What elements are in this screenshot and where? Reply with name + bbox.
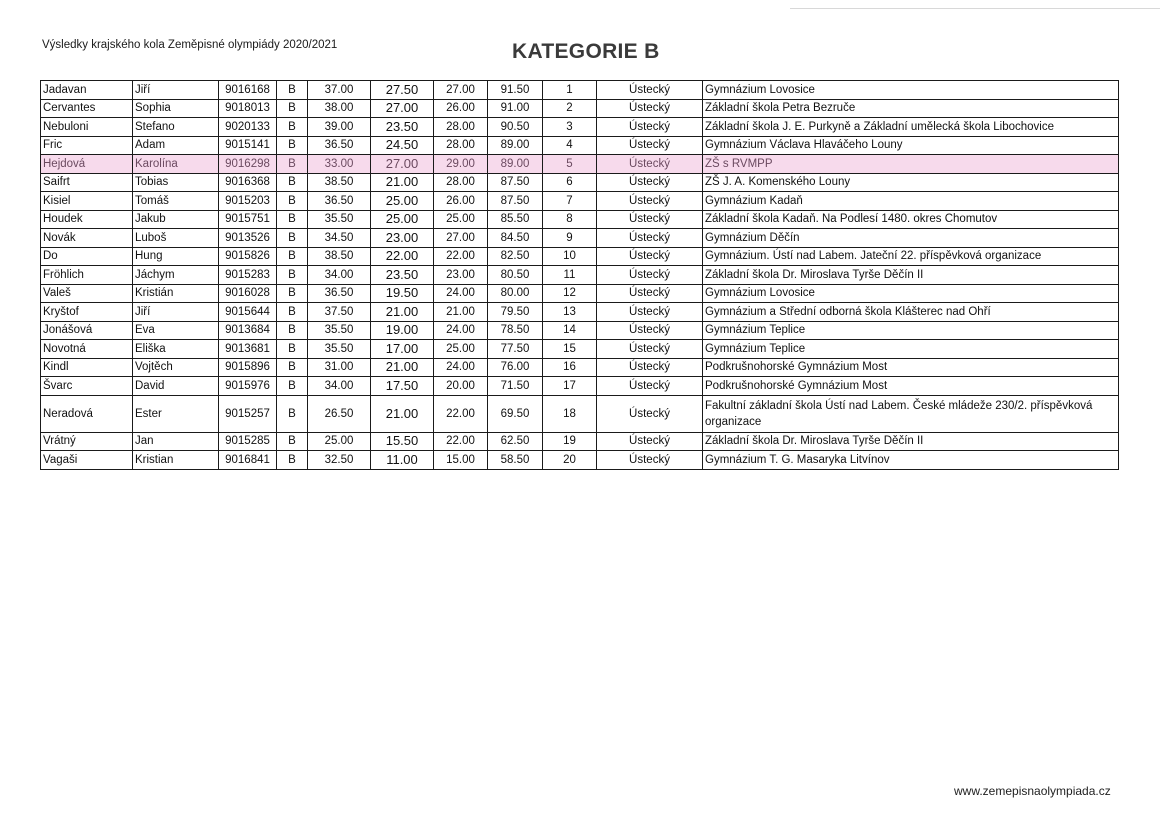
cell-score-3: 22.00 [434, 247, 488, 266]
cell-category: B [277, 266, 308, 285]
cell-first-name: Ester [133, 395, 219, 432]
cell-first-name: Vojtěch [133, 358, 219, 377]
cell-surname: Švarc [41, 377, 133, 396]
cell-region: Ústecký [597, 99, 703, 118]
table-row [41, 284, 1119, 303]
cell-surname: Fric [41, 136, 133, 155]
cell-category: B [277, 451, 308, 470]
cell-category: B [277, 284, 308, 303]
cell-rank: 8 [543, 210, 597, 229]
cell-score-3: 28.00 [434, 173, 488, 192]
cell-rank: 12 [543, 284, 597, 303]
cell-surname: Nebuloni [41, 118, 133, 137]
table-row [41, 118, 1119, 137]
cell-category: B [277, 247, 308, 266]
cell-first-name: Sophia [133, 99, 219, 118]
cell-score-2: 21.00 [371, 395, 434, 432]
cell-first-name: Kristian [133, 451, 219, 470]
cell-rank: 18 [543, 395, 597, 432]
results-table [40, 80, 1119, 470]
cell-school: Gymnázium Lovosice [703, 81, 1119, 100]
cell-total: 62.50 [488, 432, 543, 451]
cell-region: Ústecký [597, 377, 703, 396]
cell-student-id: 9016298 [219, 155, 277, 174]
cell-score-1: 36.50 [308, 136, 371, 155]
table-row [41, 377, 1119, 396]
cell-total: 90.50 [488, 118, 543, 137]
cell-student-id: 9013681 [219, 340, 277, 359]
cell-surname: Kisiel [41, 192, 133, 211]
cell-school: Gymnázium T. G. Masaryka Litvínov [703, 451, 1119, 470]
cell-rank: 2 [543, 99, 597, 118]
cell-surname: Novotná [41, 340, 133, 359]
cell-score-2: 17.00 [371, 340, 434, 359]
cell-category: B [277, 321, 308, 340]
cell-rank: 13 [543, 303, 597, 322]
cell-rank: 19 [543, 432, 597, 451]
cell-category: B [277, 155, 308, 174]
cell-first-name: David [133, 377, 219, 396]
cell-total: 84.50 [488, 229, 543, 248]
cell-student-id: 9016841 [219, 451, 277, 470]
cell-score-3: 24.00 [434, 321, 488, 340]
cell-score-1: 25.00 [308, 432, 371, 451]
table-row [41, 395, 1119, 432]
cell-score-2: 21.00 [371, 173, 434, 192]
cell-score-3: 29.00 [434, 155, 488, 174]
cell-score-2: 27.00 [371, 155, 434, 174]
cell-surname: Jonášová [41, 321, 133, 340]
cell-school: Základní škola Dr. Miroslava Tyrše Děčín II [703, 266, 1119, 285]
cell-school: Gymnázium. Ústí nad Labem. Jateční 22. příspěvková organizace [703, 247, 1119, 266]
cell-total: 76.00 [488, 358, 543, 377]
cell-rank: 10 [543, 247, 597, 266]
cell-score-3: 24.00 [434, 284, 488, 303]
cell-student-id: 9015285 [219, 432, 277, 451]
cell-surname: Houdek [41, 210, 133, 229]
cell-category: B [277, 395, 308, 432]
cell-region: Ústecký [597, 266, 703, 285]
cell-region: Ústecký [597, 432, 703, 451]
table-row [41, 451, 1119, 470]
cell-region: Ústecký [597, 118, 703, 137]
table-row [41, 303, 1119, 322]
category-heading: KATEGORIE B [512, 40, 660, 63]
cell-score-1: 36.50 [308, 192, 371, 211]
cell-first-name: Eliška [133, 340, 219, 359]
cell-category: B [277, 118, 308, 137]
cell-total: 89.00 [488, 155, 543, 174]
cell-score-3: 20.00 [434, 377, 488, 396]
cell-score-1: 26.50 [308, 395, 371, 432]
cell-region: Ústecký [597, 247, 703, 266]
cell-school: Gymnázium Teplice [703, 340, 1119, 359]
cell-score-2: 21.00 [371, 303, 434, 322]
table-row [41, 155, 1119, 174]
cell-category: B [277, 192, 308, 211]
cell-student-id: 9020133 [219, 118, 277, 137]
cell-total: 91.00 [488, 99, 543, 118]
table-row [41, 321, 1119, 340]
cell-score-3: 25.00 [434, 210, 488, 229]
cell-school: Základní škola Dr. Miroslava Tyrše Děčín II [703, 432, 1119, 451]
table-row [41, 266, 1119, 285]
cell-score-1: 38.50 [308, 247, 371, 266]
cell-score-1: 39.00 [308, 118, 371, 137]
cell-surname: Vrátný [41, 432, 133, 451]
table-row [41, 229, 1119, 248]
cell-surname: Vagaši [41, 451, 133, 470]
table-row [41, 192, 1119, 211]
cell-rank: 11 [543, 266, 597, 285]
cell-student-id: 9018013 [219, 99, 277, 118]
cell-score-2: 15.50 [371, 432, 434, 451]
cell-total: 79.50 [488, 303, 543, 322]
cell-score-3: 22.00 [434, 395, 488, 432]
cell-rank: 15 [543, 340, 597, 359]
cell-score-2: 25.00 [371, 192, 434, 211]
cell-category: B [277, 229, 308, 248]
table-row [41, 136, 1119, 155]
table-row [41, 210, 1119, 229]
cell-rank: 4 [543, 136, 597, 155]
cell-category: B [277, 173, 308, 192]
cell-region: Ústecký [597, 340, 703, 359]
cell-surname: Kryštof [41, 303, 133, 322]
cell-total: 87.50 [488, 173, 543, 192]
cell-student-id: 9016168 [219, 81, 277, 100]
cell-score-2: 22.00 [371, 247, 434, 266]
cell-school: Základní škola Petra Bezruče [703, 99, 1119, 118]
cell-score-3: 26.00 [434, 99, 488, 118]
cell-score-3: 27.00 [434, 81, 488, 100]
cell-region: Ústecký [597, 136, 703, 155]
cell-rank: 16 [543, 358, 597, 377]
cell-score-1: 33.00 [308, 155, 371, 174]
document-title: Výsledky krajského kola Zeměpisné olympiády 2020/2021 [42, 39, 338, 51]
cell-score-1: 34.00 [308, 377, 371, 396]
cell-category: B [277, 340, 308, 359]
cell-school: Základní škola J. E. Purkyně a Základní umělecká škola Libochovice [703, 118, 1119, 137]
cell-student-id: 9013684 [219, 321, 277, 340]
cell-rank: 6 [543, 173, 597, 192]
cell-total: 69.50 [488, 395, 543, 432]
cell-total: 87.50 [488, 192, 543, 211]
cell-score-3: 27.00 [434, 229, 488, 248]
cell-category: B [277, 99, 308, 118]
table-row [41, 81, 1119, 100]
cell-surname: Cervantes [41, 99, 133, 118]
cell-score-1: 34.00 [308, 266, 371, 285]
cell-school: ZŠ J. A. Komenského Louny [703, 173, 1119, 192]
cell-first-name: Karolína [133, 155, 219, 174]
table-row [41, 99, 1119, 118]
cell-score-3: 26.00 [434, 192, 488, 211]
cell-student-id: 9015203 [219, 192, 277, 211]
cell-rank: 5 [543, 155, 597, 174]
cell-category: B [277, 358, 308, 377]
cell-first-name: Jáchym [133, 266, 219, 285]
cell-total: 71.50 [488, 377, 543, 396]
cell-school: Gymnázium a Střední odborná škola Klášterec nad Ohří [703, 303, 1119, 322]
cell-score-2: 25.00 [371, 210, 434, 229]
cell-surname: Neradová [41, 395, 133, 432]
cell-surname: Do [41, 247, 133, 266]
cell-student-id: 9015283 [219, 266, 277, 285]
cell-score-1: 36.50 [308, 284, 371, 303]
cell-school: Gymnázium Kadaň [703, 192, 1119, 211]
results-body [41, 81, 1119, 470]
cell-surname: Saifrt [41, 173, 133, 192]
cell-total: 85.50 [488, 210, 543, 229]
cell-surname: Kindl [41, 358, 133, 377]
cell-rank: 1 [543, 81, 597, 100]
cell-category: B [277, 432, 308, 451]
cell-score-2: 24.50 [371, 136, 434, 155]
cell-region: Ústecký [597, 155, 703, 174]
cell-school: Podkrušnohorské Gymnázium Most [703, 377, 1119, 396]
cell-region: Ústecký [597, 303, 703, 322]
cell-score-1: 35.50 [308, 210, 371, 229]
cell-region: Ústecký [597, 229, 703, 248]
cell-score-1: 37.00 [308, 81, 371, 100]
top-rule [790, 8, 1160, 9]
cell-surname: Jadavan [41, 81, 133, 100]
cell-first-name: Adam [133, 136, 219, 155]
cell-score-2: 19.00 [371, 321, 434, 340]
cell-student-id: 9015826 [219, 247, 277, 266]
cell-score-2: 27.00 [371, 99, 434, 118]
cell-first-name: Jiří [133, 81, 219, 100]
cell-category: B [277, 136, 308, 155]
cell-student-id: 9015644 [219, 303, 277, 322]
cell-score-1: 35.50 [308, 340, 371, 359]
cell-school: Gymnázium Lovosice [703, 284, 1119, 303]
cell-score-2: 23.50 [371, 266, 434, 285]
cell-student-id: 9015896 [219, 358, 277, 377]
cell-score-1: 37.50 [308, 303, 371, 322]
cell-surname: Novák [41, 229, 133, 248]
cell-region: Ústecký [597, 210, 703, 229]
cell-score-3: 21.00 [434, 303, 488, 322]
cell-student-id: 9016028 [219, 284, 277, 303]
cell-score-1: 31.00 [308, 358, 371, 377]
cell-score-3: 24.00 [434, 358, 488, 377]
cell-score-2: 17.50 [371, 377, 434, 396]
cell-student-id: 9015751 [219, 210, 277, 229]
cell-total: 78.50 [488, 321, 543, 340]
cell-rank: 14 [543, 321, 597, 340]
cell-student-id: 9015257 [219, 395, 277, 432]
cell-score-3: 23.00 [434, 266, 488, 285]
cell-region: Ústecký [597, 81, 703, 100]
cell-school: Gymnázium Václava Hlaváčeho Louny [703, 136, 1119, 155]
cell-surname: Fröhlich [41, 266, 133, 285]
table-row [41, 432, 1119, 451]
cell-region: Ústecký [597, 395, 703, 432]
cell-score-1: 32.50 [308, 451, 371, 470]
cell-school: Podkrušnohorské Gymnázium Most [703, 358, 1119, 377]
cell-region: Ústecký [597, 284, 703, 303]
cell-school: Gymnázium Teplice [703, 321, 1119, 340]
cell-category: B [277, 303, 308, 322]
cell-total: 89.00 [488, 136, 543, 155]
cell-region: Ústecký [597, 358, 703, 377]
cell-student-id: 9015141 [219, 136, 277, 155]
cell-rank: 7 [543, 192, 597, 211]
table-row [41, 247, 1119, 266]
cell-first-name: Jakub [133, 210, 219, 229]
cell-total: 77.50 [488, 340, 543, 359]
cell-score-3: 25.00 [434, 340, 488, 359]
cell-rank: 17 [543, 377, 597, 396]
cell-region: Ústecký [597, 451, 703, 470]
cell-total: 80.50 [488, 266, 543, 285]
table-row [41, 173, 1119, 192]
cell-rank: 9 [543, 229, 597, 248]
cell-first-name: Luboš [133, 229, 219, 248]
cell-total: 82.50 [488, 247, 543, 266]
cell-category: B [277, 81, 308, 100]
cell-region: Ústecký [597, 321, 703, 340]
cell-student-id: 9013526 [219, 229, 277, 248]
cell-score-3: 22.00 [434, 432, 488, 451]
cell-score-2: 23.50 [371, 118, 434, 137]
cell-score-2: 11.00 [371, 451, 434, 470]
cell-first-name: Eva [133, 321, 219, 340]
cell-first-name: Jan [133, 432, 219, 451]
cell-first-name: Stefano [133, 118, 219, 137]
table-row [41, 358, 1119, 377]
cell-first-name: Tobias [133, 173, 219, 192]
cell-category: B [277, 377, 308, 396]
cell-school: ZŠ s RVMPP [703, 155, 1119, 174]
cell-surname: Hejdová [41, 155, 133, 174]
cell-surname: Valeš [41, 284, 133, 303]
cell-score-2: 27.50 [371, 81, 434, 100]
cell-score-1: 38.50 [308, 173, 371, 192]
cell-region: Ústecký [597, 192, 703, 211]
cell-first-name: Jiří [133, 303, 219, 322]
cell-school: Fakultní základní škola Ústí nad Labem. České mládeže 230/2. příspěvková organizace [703, 395, 1119, 432]
cell-score-1: 35.50 [308, 321, 371, 340]
cell-score-1: 38.00 [308, 99, 371, 118]
cell-score-3: 15.00 [434, 451, 488, 470]
cell-school: Gymnázium Děčín [703, 229, 1119, 248]
cell-score-2: 21.00 [371, 358, 434, 377]
cell-student-id: 9016368 [219, 173, 277, 192]
cell-score-2: 23.00 [371, 229, 434, 248]
cell-rank: 20 [543, 451, 597, 470]
cell-first-name: Kristián [133, 284, 219, 303]
cell-total: 80.00 [488, 284, 543, 303]
cell-rank: 3 [543, 118, 597, 137]
cell-region: Ústecký [597, 173, 703, 192]
cell-score-1: 34.50 [308, 229, 371, 248]
cell-score-3: 28.00 [434, 136, 488, 155]
cell-total: 58.50 [488, 451, 543, 470]
cell-first-name: Tomáš [133, 192, 219, 211]
cell-student-id: 9015976 [219, 377, 277, 396]
footer-url: www.zemepisnaolympiada.cz [954, 784, 1111, 798]
cell-total: 91.50 [488, 81, 543, 100]
cell-score-3: 28.00 [434, 118, 488, 137]
cell-first-name: Hung [133, 247, 219, 266]
cell-score-2: 19.50 [371, 284, 434, 303]
cell-category: B [277, 210, 308, 229]
table-row [41, 340, 1119, 359]
cell-school: Základní škola Kadaň. Na Podlesí 1480. okres Chomutov [703, 210, 1119, 229]
